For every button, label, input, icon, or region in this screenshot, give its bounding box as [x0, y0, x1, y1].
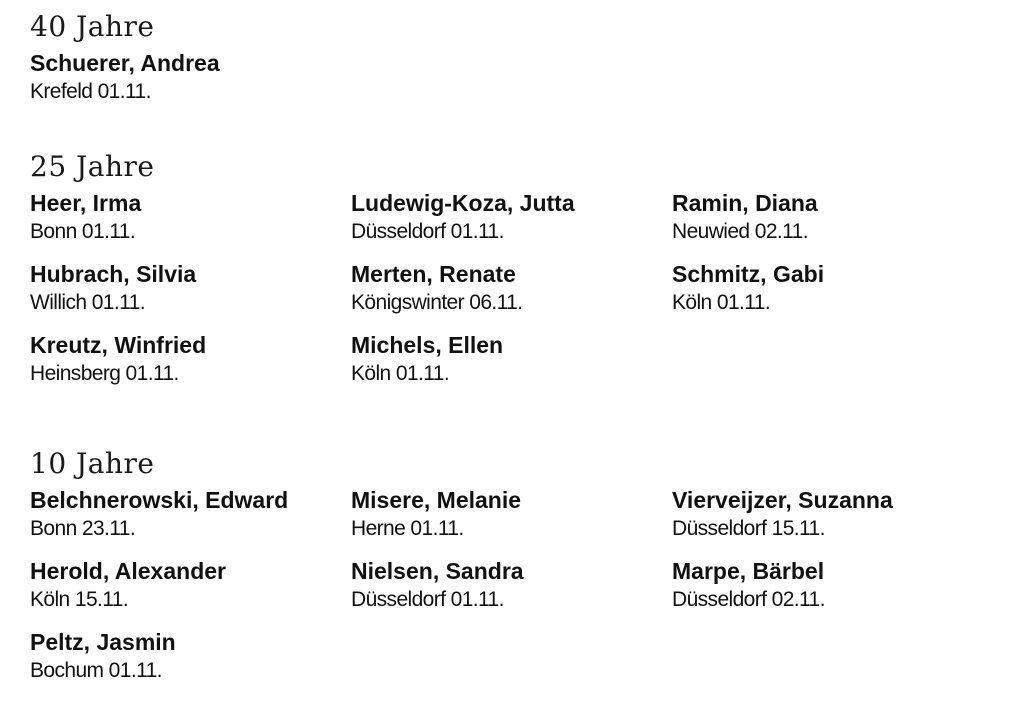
- entry-name: Hubrach, Silvia: [30, 261, 197, 287]
- entry-detail: Bochum 01.11.: [30, 659, 162, 682]
- entry-detail: Düsseldorf 01.11.: [351, 220, 504, 243]
- list-item: [30, 556, 351, 614]
- entry-detail: Düsseldorf 01.11.: [351, 588, 504, 611]
- section-10-jahre: [30, 447, 993, 685]
- entry-detail: Köln 15.11.: [30, 588, 129, 611]
- entry-name: Nielsen, Sandra: [351, 558, 524, 584]
- list-item: [351, 259, 672, 317]
- list-item: [30, 259, 351, 317]
- entry-name: Marpe, Bärbel: [672, 558, 825, 584]
- list-item: [351, 556, 672, 614]
- entry-grid: [30, 485, 993, 685]
- entry-name: Merten, Renate: [351, 261, 516, 287]
- entry-name: Misere, Melanie: [351, 487, 522, 513]
- entry-detail: Düsseldorf 02.11.: [672, 588, 825, 611]
- section-title: 40 Jahre: [30, 10, 155, 43]
- entry-name: Peltz, Jasmin: [30, 629, 176, 655]
- list-item: [30, 48, 351, 106]
- list-item: [30, 188, 351, 246]
- list-item: [672, 259, 993, 317]
- entry-grid: [30, 188, 993, 388]
- list-item: [351, 330, 672, 388]
- entry-detail: Bonn 23.11.: [30, 517, 136, 540]
- entry-detail: Königswinter 06.11.: [351, 291, 523, 314]
- list-item: [672, 188, 993, 246]
- section-title: 10 Jahre: [30, 447, 155, 480]
- section-title: 25 Jahre: [30, 150, 155, 183]
- entry-detail: Neuwied 02.11.: [672, 220, 808, 243]
- list-item: [672, 556, 993, 614]
- entry-detail: Köln 01.11.: [351, 362, 450, 385]
- entry-grid: [30, 48, 993, 106]
- entry-detail: Düsseldorf 15.11.: [672, 517, 825, 540]
- entry-detail: Krefeld 01.11.: [30, 80, 151, 103]
- list-item: [30, 485, 351, 543]
- entry-name: Kreutz, Winfried: [30, 332, 207, 358]
- list-item: [351, 188, 672, 246]
- list-item: [672, 485, 993, 543]
- entry-name: Schuerer, Andrea: [30, 50, 220, 76]
- entry-name: Heer, Irma: [30, 190, 142, 216]
- entry-name: Schmitz, Gabi: [672, 261, 825, 287]
- list-item: [351, 485, 672, 543]
- entry-name: Michels, Ellen: [351, 332, 504, 358]
- entry-detail: Bonn 01.11.: [30, 220, 136, 243]
- list-item: [30, 627, 351, 685]
- entry-name: Ramin, Diana: [672, 190, 818, 216]
- section-40-jahre: [30, 10, 993, 106]
- entry-name: Belchnerowski, Edward: [30, 487, 289, 513]
- entry-detail: Herne 01.11.: [351, 517, 464, 540]
- entry-name: Ludewig-Koza, Jutta: [351, 190, 575, 216]
- entry-name: Herold, Alexander: [30, 558, 226, 584]
- entry-detail: Heinsberg 01.11.: [30, 362, 179, 385]
- entry-detail: Köln 01.11.: [672, 291, 771, 314]
- entry-name: Vierveijzer, Suzanna: [672, 487, 893, 513]
- section-25-jahre: [30, 150, 993, 388]
- entry-detail: Willich 01.11.: [30, 291, 145, 314]
- list-item: [30, 330, 351, 388]
